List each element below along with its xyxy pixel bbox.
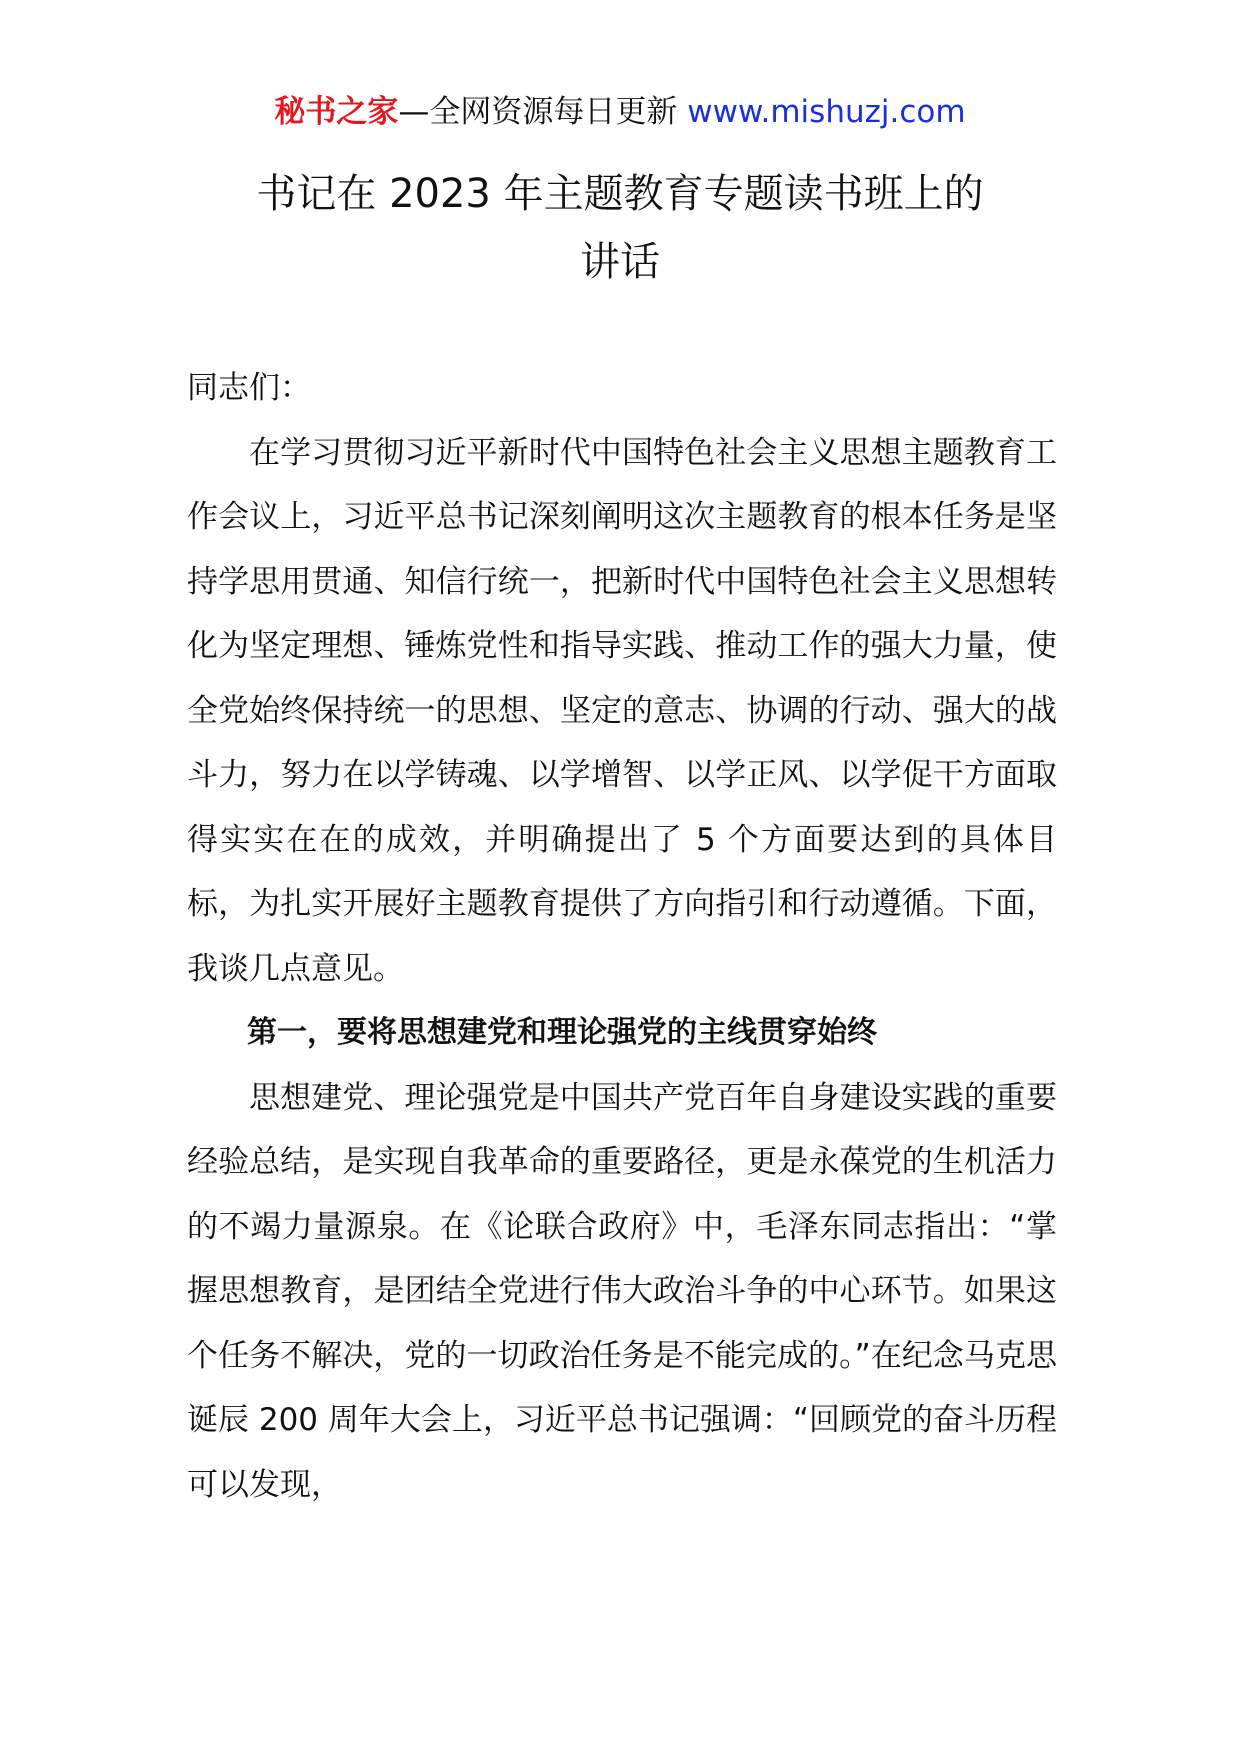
salutation: 同志们： [187,370,311,406]
paragraph-section-1: 思想建党、理论强党是中国共产党百年自身建设实践的重要经验总结，是实现自我革命的重要路径，更是永葆党的生机活力的不竭力量源泉。在《论联合政府》中，毛泽东同志指出：“掌握思想教育，是团结全党进行伟大政治斗争的中心环节。如果这个任务不解决，党的一切政治任务是不能完成的。”在纪念马克思诞辰 200 周年大会上，习近平总书记强调：“回顾党的奋斗历程可以发现， [187,1079,1057,1503]
title-line-2: 讲话 [580,239,660,285]
header-slogan: —全网资源每日更新 [398,94,688,130]
paragraph-intro: 在学习贯彻习近平新时代中国特色社会主义思想主题教育工作会议上，习近平总书记深刻阐明这次主题教育的根本任务是坚持学思用贯通、知信行统一，把新时代中国特色社会主义思想转化为坚定理想、锤炼党性和指导实践、推动工作的强大力量，使全党始终保持统一的思想、坚定的意志、协调的行动、强大的战斗力，努力在以学铸魂、以学增智、以学正风、以学促干方面取得实实在在的成效，并明确提出了 5 个方面要达到的具体目标，为扎实开展好主题教育提供了方向指引和行动遵循。下面，我谈几点意见。 [187,434,1057,987]
site-header [0,92,1240,132]
brand-name: 秘书之家 [274,94,399,130]
site-url[interactable]: www.mishuzj.com [687,94,966,130]
title-line-1: 书记在 2023 年主题教育专题读书班上的 [256,171,984,217]
section-heading-1: 第一，要将思想建党和理论强党的主线贯穿始终 [247,1015,877,1050]
document-title [0,160,1240,296]
document-body [187,356,1057,1517]
